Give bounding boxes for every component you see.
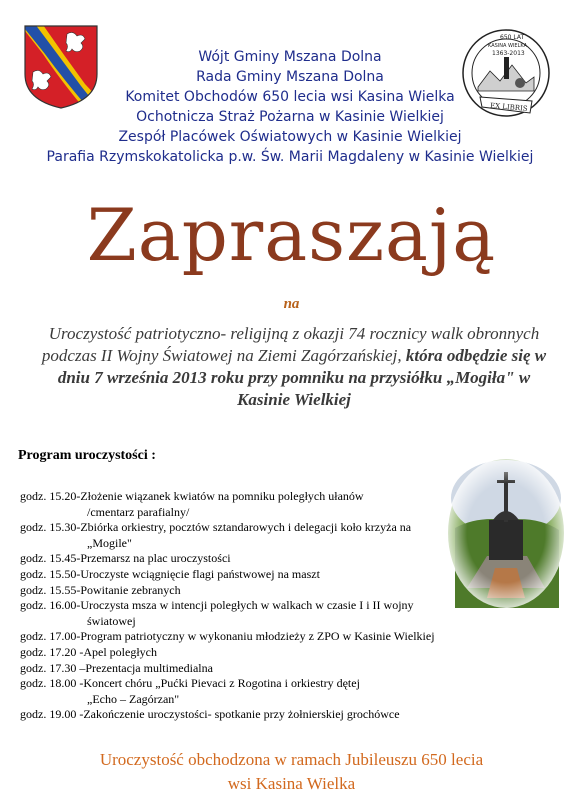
footer-note [0, 748, 583, 796]
program-item-text: Uroczyste wciągnięcie flagi państwowej na maszt [80, 566, 320, 581]
organizer-line: Wójt Gminy Mszana Dolna [198, 49, 382, 65]
program-item-text: Uroczysta msza w intencji poległych w walkach w czasie I i II wojny [80, 598, 414, 613]
program-item-text: Zbiórka orkiestry, pocztów sztandarowych i delegacji koło krzyża na [80, 520, 412, 535]
program-item-text: Prezentacja multimedialna [85, 660, 213, 675]
program-item-continuation: „Mogile" [87, 535, 132, 550]
event-description-part1: Uroczystość patriotyczno- religijną z okazji 74 rocznicy walk obronnych podczas II Wojny Światowej na Ziemi Zagórzańskiej, [41, 324, 540, 365]
program-item-time: godz. 18.00 - [20, 676, 84, 691]
program-item [20, 707, 460, 723]
program-item [20, 551, 460, 567]
program-item [20, 489, 460, 505]
program-item [20, 598, 460, 614]
program-item-text: Program patriotyczny w wykonaniu młodzieży z ZPO w Kasinie Wielkiej [80, 629, 435, 644]
program-item-continuation: /cmentarz parafialny/ [87, 504, 190, 519]
program-item-text: Złożenie wiązanek kwiatów na pomniku poległych ułanów [80, 489, 364, 503]
svg-text:650 LAT: 650 LAT [500, 34, 525, 41]
program-item-time: godz. 16.00- [20, 598, 81, 613]
monument-photo [447, 458, 565, 608]
program-item-text: Przemarsz na plac uroczystości [80, 551, 231, 566]
svg-text:1363-2013: 1363-2013 [492, 50, 525, 57]
event-description-part2: która odbędzie się w dniu 7 września 2013 roku przy pomniku na przysiółku „Mogiła" w Kasinie Wielkiej [57, 346, 547, 409]
program-item [20, 567, 460, 583]
program-item-continuation: „Echo – Zagórzan" [87, 691, 180, 706]
program-item [20, 629, 460, 645]
page-title: Zapraszają [86, 193, 497, 277]
program-item-time: godz. 15.45- [20, 551, 81, 566]
program-item [20, 520, 460, 536]
program-item-time: godz. 17.30 – [20, 660, 86, 675]
program-item-time: godz. 17.00- [20, 629, 81, 644]
footer-line: Uroczystość obchodzona w ramach Jubileuszu 650 lecia [99, 750, 484, 769]
organizer-line: Parafia Rzymskokatolicka p.w. Św. Marii Magdaleny w Kasinie Wielkiej [46, 149, 534, 165]
program-list [20, 489, 460, 723]
program-item-text: Powitanie zebranych [80, 582, 181, 597]
program-item-text: Koncert chóru „Pućki Pievaci z Rogotina i orkiestry dętej [83, 676, 360, 691]
program-item-text: Apel poległych [83, 644, 157, 659]
program-item-time: godz. 15.20- [20, 489, 81, 503]
program-item [20, 676, 460, 692]
organizer-line: Ochotnicza Straż Pożarna w Kasinie Wielkiej [136, 109, 444, 125]
svg-text:KASINA WIELKA: KASINA WIELKA [488, 43, 527, 49]
organizer-line: Komitet Obchodów 650 lecia wsi Kasina Wielka [125, 89, 455, 105]
program-item [20, 645, 460, 661]
na-label: na [283, 296, 300, 312]
program-item [20, 583, 460, 599]
program-item-text: Zakończenie uroczystości- spotkanie przy żołnierskiej grochówce [83, 707, 400, 722]
program-heading: Program uroczystości : [18, 448, 156, 463]
program-item-continuation: światowej [87, 613, 136, 628]
svg-text:EX LIBRIS: EX LIBRIS [489, 101, 528, 113]
event-description [34, 323, 554, 411]
organizer-line: Rada Gminy Mszana Dolna [196, 69, 384, 85]
footer-line: wsi Kasina Wielka [227, 774, 356, 793]
program-item-time: godz. 17.20 - [20, 644, 84, 659]
program-item-time: godz. 15.55- [20, 582, 81, 597]
organizers-list [30, 47, 550, 167]
organizer-line: Zespół Placówek Oświatowych w Kasinie Wielkiej [118, 129, 462, 145]
program-item-time: godz. 15.50- [20, 566, 81, 581]
program-item-time: godz. 15.30- [20, 520, 81, 535]
program-item [20, 661, 460, 677]
program-item-time: godz. 19.00 - [20, 707, 84, 722]
